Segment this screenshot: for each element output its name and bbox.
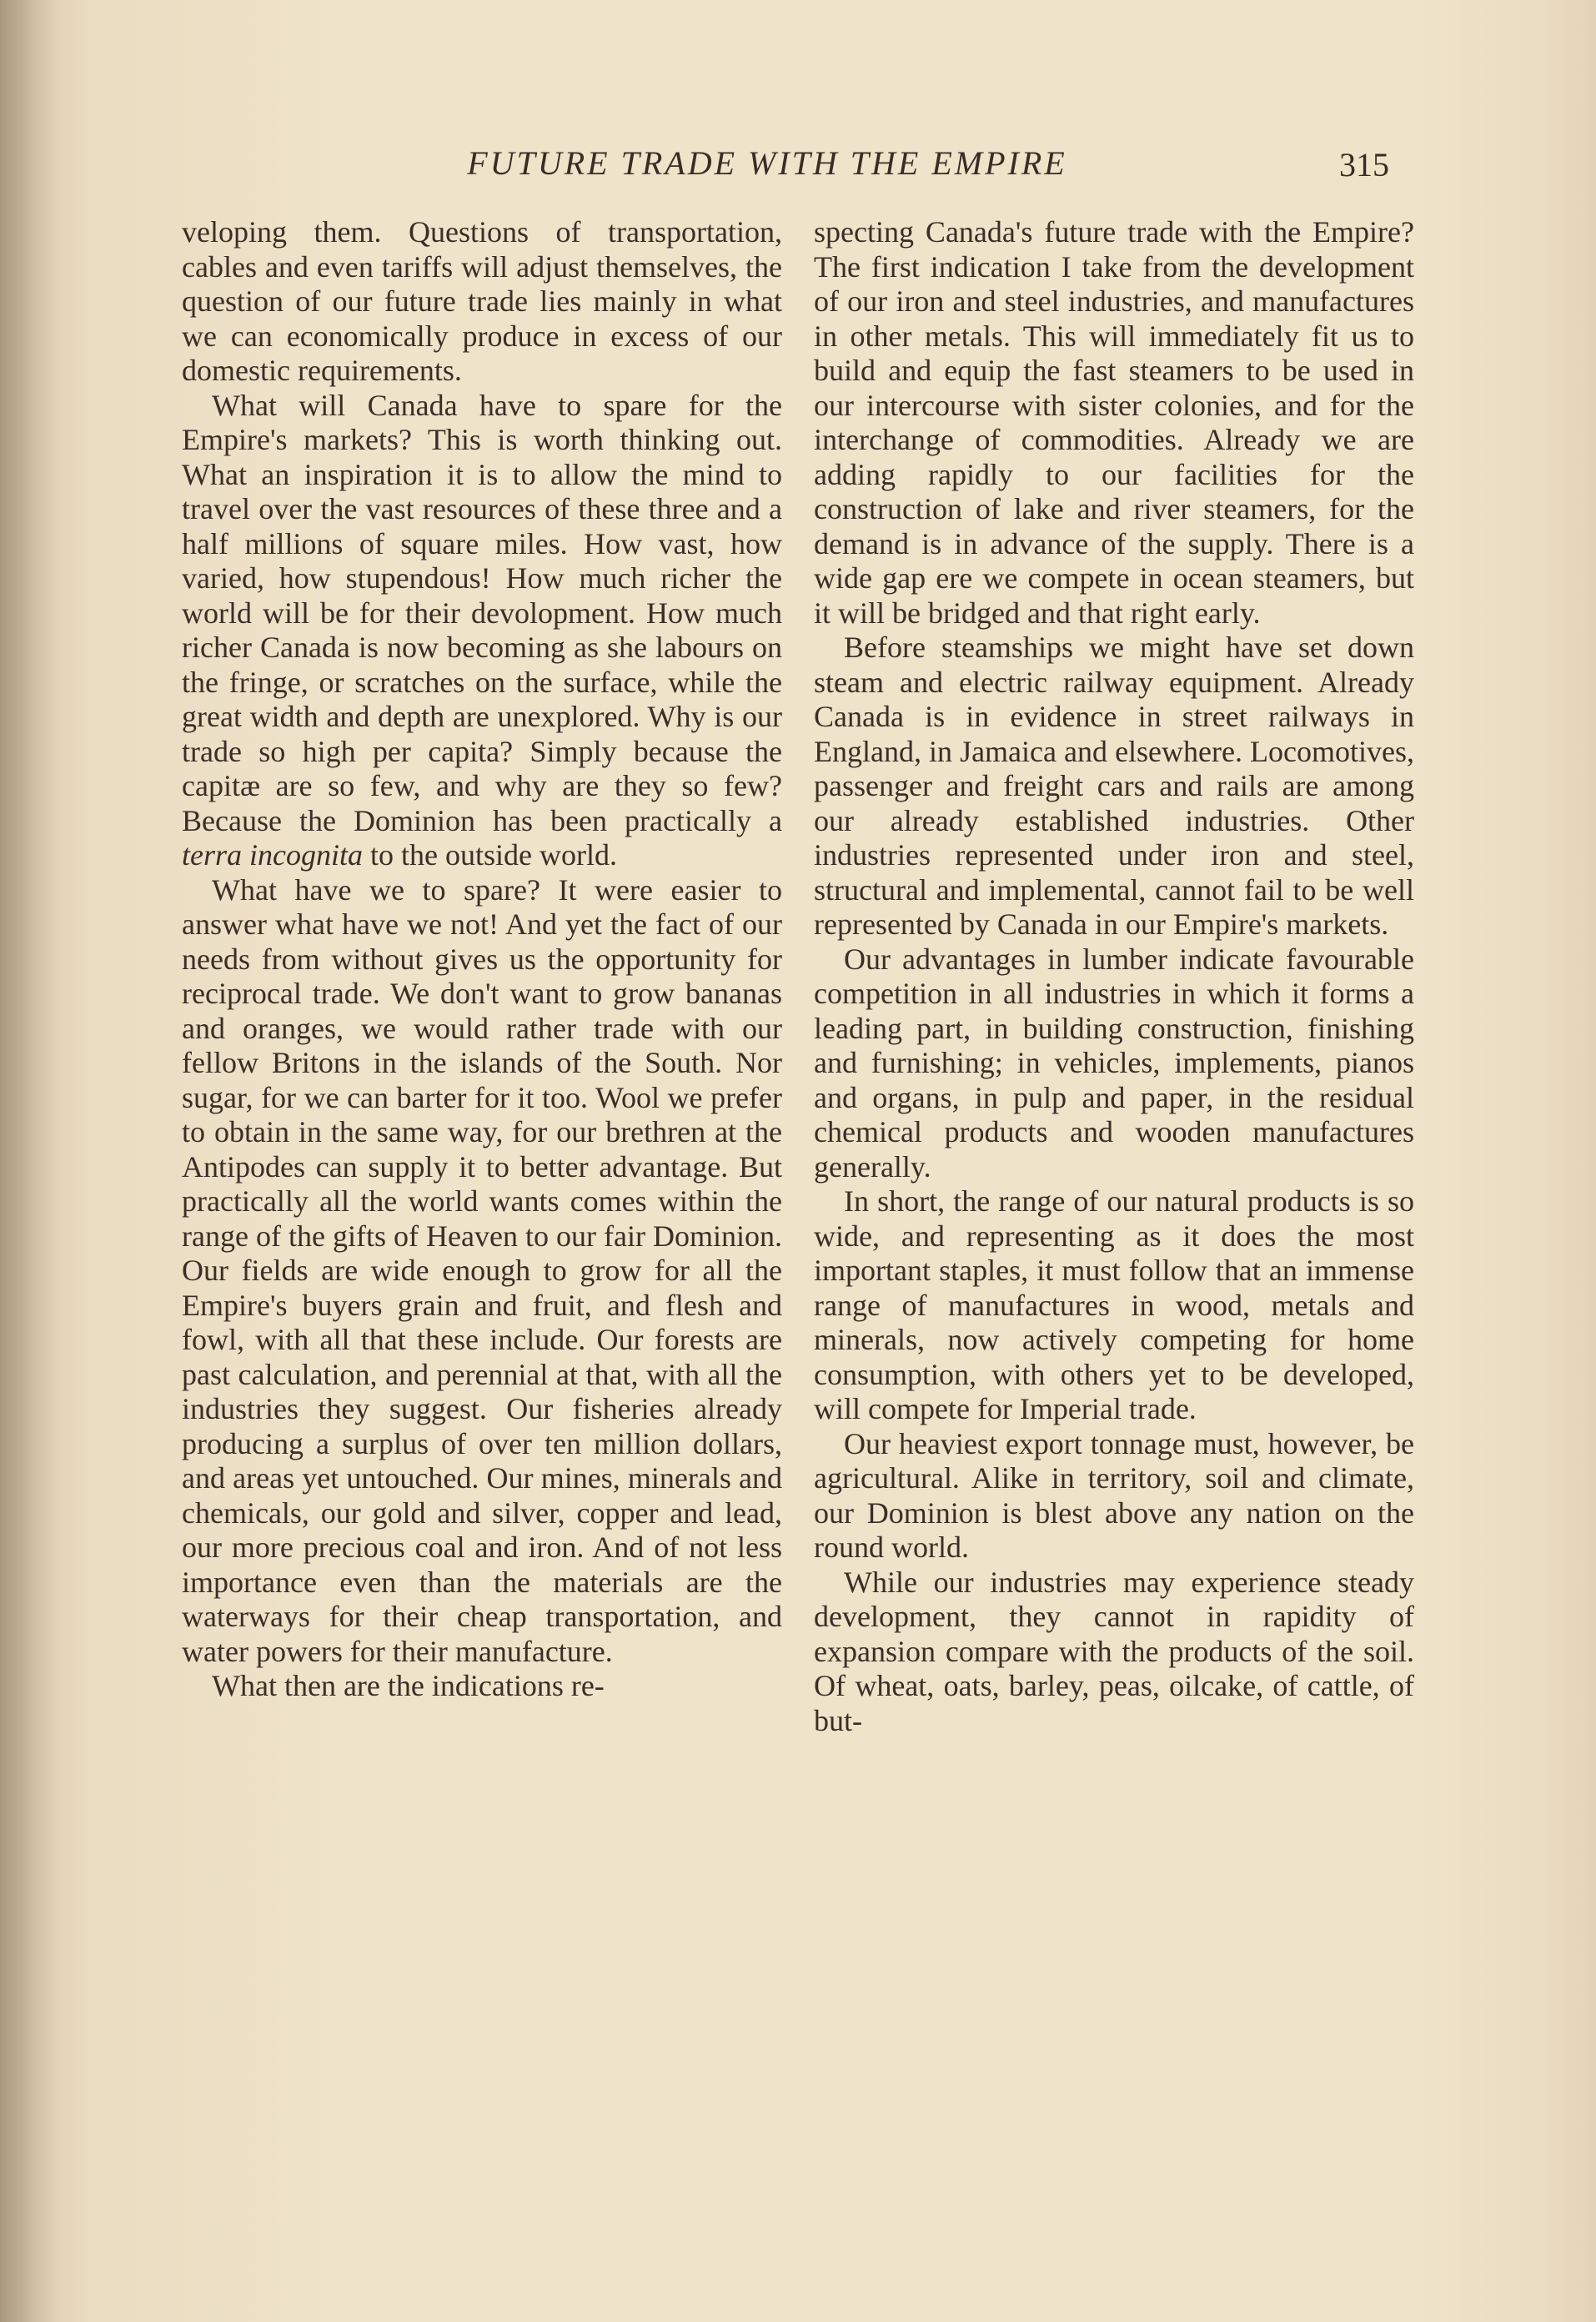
- italic-phrase: terra incognita: [182, 838, 363, 872]
- paragraph: [182, 389, 782, 873]
- paragraph: veloping them. Questions of transportation, cables and even tariffs will adjust themselves, the question of our future trade lies mainly in what we can economically produce in excess of our domestic requirements.: [182, 215, 782, 387]
- paragraph: What have we to spare? It were easier to answer what have we not! And yet the fact of our needs from without gives us the opportunity for reciprocal trade. We don't want to grow bananas and oranges, we would rather trade with our fellow Britons in the islands of the South. Nor sugar, for we can barter for it too. Wool we prefer to obtain in the same way, for our brethren at the Antipodes can supply it to better advantage. But practically all the world wants comes within the range of the gifts of Heaven to our fair Dominion. Our fields are wide enough to grow for all the Empire's buyers grain and fruit, and flesh and fowl, with all that these include. Our forests are past calculation, and perennial at that, with all the industries they suggest. Our fisheries already producing a surplus of over ten million dollars, and areas yet untouched. Our mines, minerals and chemicals, our gold and silver, copper and lead, our more precious coal and iron. And of not less importance even than the materials are the waterways for their cheap transportation, and water powers for their manufacture.: [182, 872, 782, 1668]
- running-title: FUTURE TRADE WITH THE EMPIRE: [467, 144, 1067, 182]
- paragraph: Our advantages in lumber indicate favourable competition in all industries in which it forms a leading part, in building construction, finishing and furnishing; in vehicles, implements, pianos and organs, in pulp and paper, in the residual chemical products and wooden manufactures generally.: [814, 942, 1414, 1184]
- paragraph: Before steamships we might have set down steam and electric railway equipment. Already Canada is in evidence in street railways in England, in Jamaica and elsewhere. Locomotives, passenger and freight cars and rails are among our already established industries. Other industries represented under iron and steel, structural and implemental, cannot fail to be well represented by Canada in our Empire's markets.: [814, 631, 1414, 941]
- paragraph: What then are the indications re-: [212, 1669, 605, 1702]
- paragraph-text: to the outside world.: [369, 838, 617, 872]
- left-column: [182, 215, 782, 1704]
- binding-gutter-shadow: [0, 0, 58, 2322]
- paragraph: Our heaviest export tonnage must, however, be agricultural. Alike in territory, soil and climate, our Dominion is blest above any nation on the round world.: [814, 1426, 1414, 1564]
- paragraph: While our industries may experience steady development, they cannot in rapidity of expansion compare with the products of the soil. Of wheat, oats, barley, peas, oilcake, of cattle, of but-: [814, 1565, 1414, 1737]
- paragraph: In short, the range of our natural products is so wide, and representing as it does the most important staples, it must follow that an immense range of manufactures in wood, metals and minerals, now actively competing for home consumption, with others yet to be developed, will compete for Imperial trade.: [814, 1184, 1414, 1425]
- right-column: [814, 215, 1414, 1738]
- paragraph: specting Canada's future trade with the Empire? The first indication I take from the development of our iron and steel industries, and manufactures in other metals. This will immediately fit us to build and equip the fast steamers to be used in our intercourse with sister colonies, and for the interchange of commodities. Already we are adding rapidly to our facilities for the construction of lake and river steamers, for the demand is in advance of the supply. There is a wide gap ere we compete in ocean steamers, but it will be bridged and that right early.: [814, 215, 1414, 630]
- page-number: 315: [1339, 146, 1389, 183]
- paragraph-text: What will Canada have to spare for the Empire's markets? This is worth thinking out. What an inspiration it is to allow the mind to travel over the vast resources of these three and a half millions of square miles. How vast, how varied, how stupendous! How much richer the world will be for their devolopment. How much richer Canada is now becoming as she labours on the fringe, or scratches on the surface, while the great width and depth are unexplored. Why is our trade so high per capita? Simply because the capitæ are so few, and why are they so few? Because the Dominion has been practically a: [182, 388, 782, 837]
